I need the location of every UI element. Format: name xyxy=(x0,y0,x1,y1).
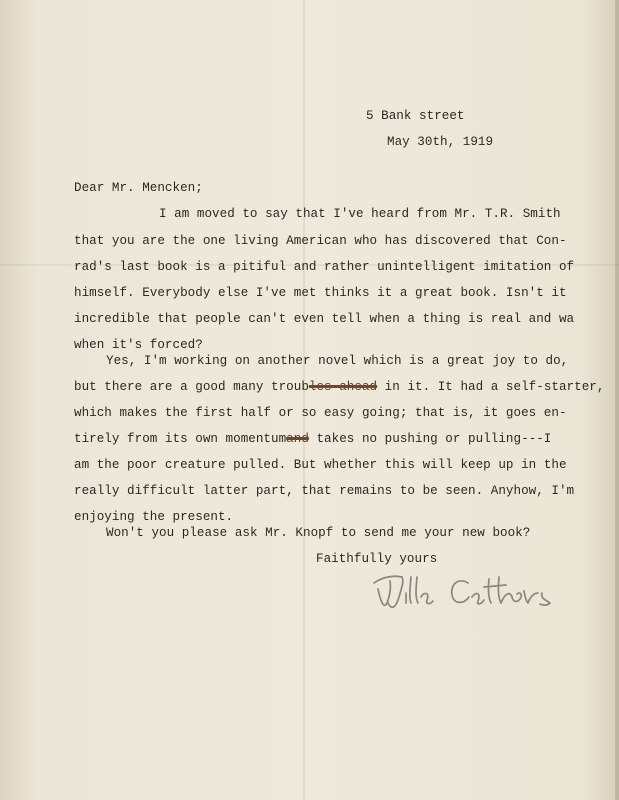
struck-text: and xyxy=(286,432,309,446)
closing: Faithfully yours xyxy=(316,552,438,566)
paragraph3: Won't you please ask Mr. Knopf to send me your new book? xyxy=(106,526,531,540)
signature-text: Willa Cather xyxy=(472,617,480,618)
paragraph1-line: that you are the one living American who has discovered that Con- xyxy=(74,234,567,248)
paragraph2-line: enjoying the present. xyxy=(74,510,234,524)
sender-address: 5 Bank street xyxy=(366,109,465,123)
paragraph2-line xyxy=(74,431,551,447)
paragraph1-line: rad's last book is a pitiful and rather unintelligent imitation of xyxy=(74,260,575,274)
paragraph2-line: which makes the first half or so easy going; that is, it goes en- xyxy=(74,406,567,420)
paragraph2-line: Yes, I'm working on another novel which is a great joy to do, xyxy=(106,354,569,368)
paragraph1-line: incredible that people can't even tell when a thing is real and wa xyxy=(74,312,575,326)
signature xyxy=(372,571,572,619)
paragraph2-line: am the poor creature pulled. But whether this will keep up in the xyxy=(74,458,567,472)
paragraph2-line xyxy=(74,379,604,395)
paragraph2-line: really difficult latter part, that remains to be seen. Anyhow, I'm xyxy=(74,484,575,498)
line-text: in it. It had a self-starter, xyxy=(377,380,605,394)
line-text: tirely from its own momentum xyxy=(74,432,287,446)
line-text: takes no pushing or pulling---I xyxy=(308,432,552,446)
paragraph1-line: when it's forced? xyxy=(74,338,203,352)
paper-edge-shadow xyxy=(615,0,619,800)
letter-date: May 30th, 1919 xyxy=(387,135,494,149)
struck-text: les ahead xyxy=(308,380,378,394)
line-text: but there are a good many troub xyxy=(74,380,309,394)
paragraph1-line: himself. Everybody else I've met thinks it a great book. Isn't it xyxy=(74,286,567,300)
salutation: Dear Mr. Mencken; xyxy=(74,181,203,195)
paragraph1-line: I am moved to say that I've heard from Mr. T.R. Smith xyxy=(159,207,561,221)
fold-crease-vertical xyxy=(303,0,305,800)
